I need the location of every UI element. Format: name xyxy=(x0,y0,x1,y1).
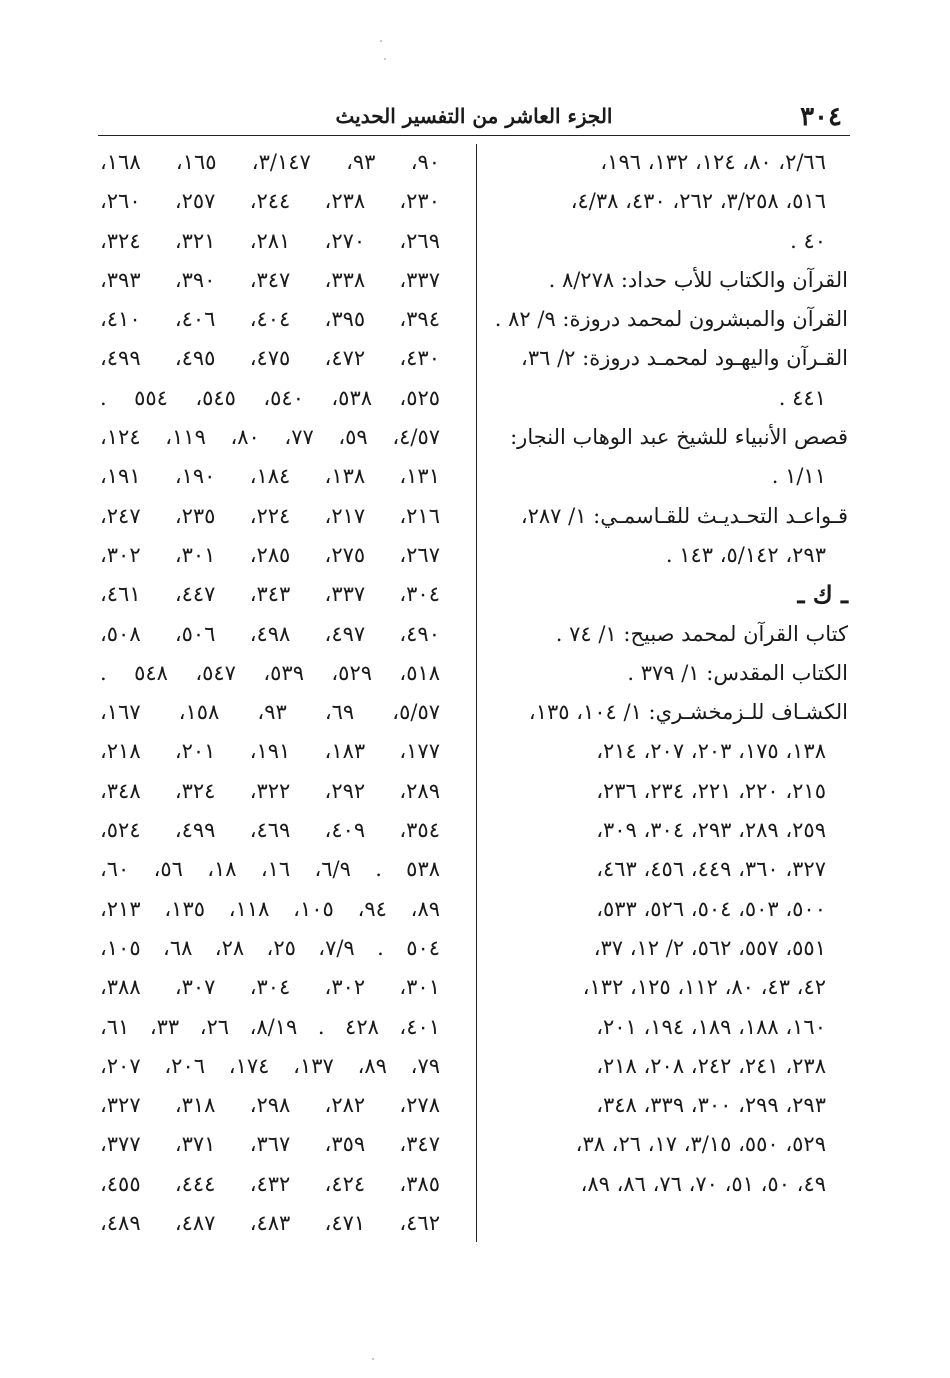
index-line: ٢١٥، ٢٢٠، ٢٢١، ٢٣٤، ٢٣٦، xyxy=(596,778,826,803)
index-line: ٤٢، ٤٣، ٨٠، ١١٢، ١٢٥، ١٣٢، xyxy=(582,975,826,1000)
scan-speck xyxy=(384,58,386,60)
index-line: ٢٦٧، ٢٧٥، ٢٨٥، ٣٠١، ٣٠٢، xyxy=(100,542,440,567)
index-line: ٣٩٤، ٣٩٥، ٤٠٤، ٤٠٦، ٤١٠، xyxy=(100,307,440,332)
index-line: ٣٥٤، ٤٠٩، ٤٦٩، ٤٩٩، ٥٢٤، xyxy=(100,818,440,843)
index-line: ٥١٨، ٥٢٩، ٥٣٩، ٥٤٧، ٥٤٨ . xyxy=(100,660,441,685)
index-line: القرآن والمبشرون لمحمد دروزة: ٩/ ٨٢ . xyxy=(494,307,848,332)
index-line: ٤٩٠، ٤٩٧، ٤٩٨، ٥٠٦، ٥٠٨، xyxy=(100,621,440,646)
index-line: ٥/٥٧، ٦٩، ٩٣، ١٥٨، ١٦٧، xyxy=(100,700,441,725)
index-line: ١٦٠، ١٨٨، ١٨٩، ١٩٤، ٢٠١، xyxy=(596,1014,826,1039)
index-line: الكشـاف للـزمخشـري: ١/ ١٠٤، ١٣٥، xyxy=(528,700,848,725)
index-column-left xyxy=(100,143,440,1243)
index-line: ٢١٦، ٢١٧، ٢٢٤، ٢٣٥، ٢٤٧، xyxy=(100,503,440,528)
index-line: ١٣١، ١٣٨، ١٨٤، ١٩٠، ١٩١، xyxy=(100,464,440,489)
index-line: كتاب القرآن لمحمد صبيح: ١/ ٧٤ . xyxy=(555,621,848,646)
index-line: ٥٢٩، ٥٥٠، ٣/١٥، ١٧، ٢٦، ٣٨، xyxy=(575,1132,826,1157)
index-line: ٥٠٠، ٥٠٣، ٥٠٤، ٥٢٦، ٥٣٣، xyxy=(596,896,826,921)
index-line: الكتاب المقدس: ١/ ٣٧٩ . xyxy=(627,660,848,685)
index-line: ٣٢٧، ٣٦٠، ٤٤٩، ٤٥٦، ٤٦٣، xyxy=(596,857,826,882)
index-line: ٤٩، ٥٠، ٥١، ٧٠، ٧٦، ٨٦، ٨٩، xyxy=(580,1171,826,1196)
index-line: ٣٣٧، ٣٣٨، ٣٤٧، ٣٩٠، ٣٩٣، xyxy=(100,267,440,292)
index-line: ٣٨٥، ٤٢٤، ٤٣٢، ٤٤٤، ٤٥٥، xyxy=(100,1171,440,1196)
index-line: ٤٣٠، ٤٧٢، ٤٧٥، ٤٩٥، ٤٩٩، xyxy=(100,346,440,371)
index-line: ٣٤٧، ٣٥٩، ٣٦٧، ٣٧١، ٣٧٧، xyxy=(100,1132,440,1157)
index-column-right xyxy=(488,143,848,1204)
index-line: ٨٩، ٩٤، ١٠٥، ١١٨، ١٣٥، ٢١٣، xyxy=(100,896,441,921)
index-line: ٤٠ . xyxy=(790,228,826,253)
index-line: ٢٧٨، ٢٨٢، ٢٩٨، ٣١٨، ٣٢٧، xyxy=(100,1093,440,1118)
index-line: ٥١٦، ٣/٢٥٨، ٢٦٢، ٤٣٠، ٤/٣٨، xyxy=(570,189,826,214)
index-line: ٥٣٨ . ٦/٩، ١٦، ١٨، ٥٦، ٦٠، xyxy=(100,857,441,882)
index-line: قـواعـد التحـديـث للقـاسمـي: ١/ ٢٨٧، xyxy=(520,503,848,528)
index-line: ٢٩٣، ٥/١٤٢، ١٤٣ . xyxy=(665,542,826,567)
scan-speck xyxy=(372,1358,374,1360)
index-line: ٥٢٥، ٥٣٨، ٥٤٠، ٥٤٥، ٥٥٤ . xyxy=(100,385,441,410)
index-line: ١٣٨، ١٧٥، ٢٠٣، ٢٠٧، ٢١٤، xyxy=(596,739,826,764)
index-line: ١٧٧، ١٨٣، ١٩١، ٢٠١، ٢١٨، xyxy=(100,739,440,764)
section-heading: ـ ك ـ xyxy=(797,580,848,610)
index-line: ٧٩، ٨٩، ١٣٧، ١٧٤، ٢٠٦، ٢٠٧، xyxy=(100,1053,441,1078)
page-number: ٣٠٤ xyxy=(800,102,842,132)
index-line: ٢٩٣، ٢٩٩، ٣٠٠، ٣٣٩، ٣٤٨، xyxy=(596,1093,826,1118)
index-line: ٢٣٠، ٢٣٨، ٢٤٤، ٢٥٧، ٢٦٠، xyxy=(100,189,440,214)
running-title: الجزء العاشر من التفسير الحديث xyxy=(335,104,613,128)
scan-speck xyxy=(380,40,382,42)
header-rule xyxy=(98,135,850,136)
index-line: ٣٠١، ٣٠٢، ٣٠٤، ٣٠٧، ٣٨٨، xyxy=(100,975,440,1000)
index-line: قصص الأنبياء للشيخ عبد الوهاب النجار: xyxy=(510,425,848,450)
index-line: ١/١١ . xyxy=(771,464,826,489)
index-line: ٢٨٩، ٢٩٢، ٣٢٢، ٣٢٤، ٣٤٨، xyxy=(100,778,440,803)
page-header xyxy=(98,100,850,134)
index-line: ٤٠١، ٤٢٨ . ٨/١٩، ٢٦، ٣٣، ٦١، xyxy=(100,1014,441,1039)
index-line: ٢/٦٦، ٨٠، ١٢٤، ١٣٢، ١٩٦، xyxy=(600,150,826,174)
index-line: ٤٦٢، ٤٧١، ٤٨٣، ٤٨٧، ٤٨٩، xyxy=(100,1211,440,1236)
index-line: ٢٦٩، ٢٧٠، ٢٨١، ٣٢١، ٣٢٤، xyxy=(100,228,440,253)
index-line: ٥٥١، ٥٥٧، ٥٦٢، ٢/ ١٢، ٣٧، xyxy=(593,935,826,960)
index-line: ٤٤١ . xyxy=(778,385,826,410)
index-line: ٢٣٨، ٢٤١، ٢٤٢، ٢٠٨، ٢١٨، xyxy=(596,1053,826,1078)
index-line: القـرآن واليهـود لمحمـد دروزة: ٢/ ٣٦، xyxy=(521,346,848,371)
index-line: ٥٠٤ . ٧/٩، ٢٥، ٢٨، ٦٨، ١٠٥، xyxy=(100,935,441,960)
column-divider xyxy=(476,144,477,1242)
index-line: ٢٥٩، ٢٨٩، ٢٩٣، ٣٠٤، ٣٠٩، xyxy=(596,818,826,843)
index-line: ٣٠٤، ٣٣٧، ٣٤٣، ٤٤٧، ٤٦١، xyxy=(100,582,440,607)
index-line: ٩٠، ٩٣، ٣/١٤٧، ١٦٥، ١٦٨، xyxy=(100,150,441,174)
index-line: القرآن والكتاب للأب حداد: ٨/٢٧٨ . xyxy=(548,267,848,292)
index-line: ٤/٥٧، ٥٩، ٧٧، ٨٠، ١١٩، ١٢٤، xyxy=(100,425,441,450)
